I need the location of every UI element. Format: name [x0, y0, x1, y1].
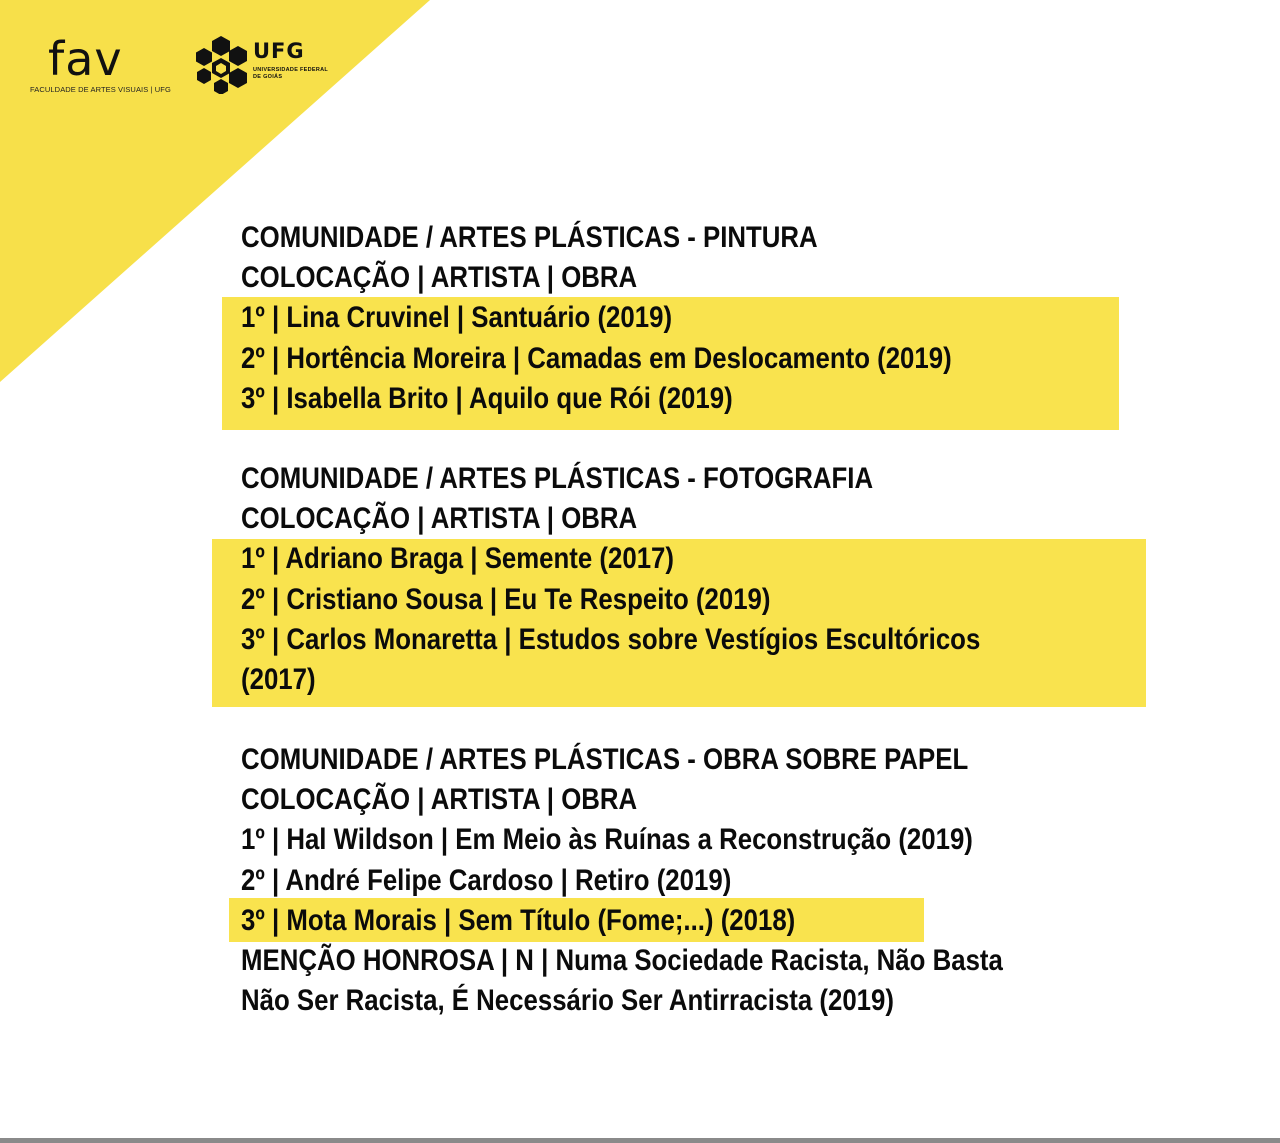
result-entry: 3º | Carlos Monaretta | Estudos sobre Vestígios Escultóricos — [241, 622, 981, 656]
section-heading: COMUNIDADE / ARTES PLÁSTICAS - PINTURA — [241, 221, 818, 254]
section-fotografia — [241, 459, 1101, 700]
honorable-mention-continuation: Não Ser Racista, É Necessário Ser Antirracista (2019) — [241, 984, 894, 1018]
section-heading: COMUNIDADE / ARTES PLÁSTICAS - FOTOGRAFIA — [241, 461, 874, 495]
result-entry: 2º | Hortência Moreira | Camadas em Deslocamento (2019) — [241, 341, 952, 375]
column-header: COLOCAÇÃO | ARTISTA | OBRA — [241, 261, 638, 295]
column-header: COLOCAÇÃO | ARTISTA | OBRA — [241, 502, 638, 536]
ufg-logo: UFG — [253, 39, 305, 63]
result-entry: 1º | Adriano Braga | Semente (2017) — [241, 542, 674, 576]
result-entry-continuation: (2017) — [241, 662, 316, 696]
result-entry: 1º | Lina Cruvinel | Santuário (2019) — [241, 301, 673, 335]
result-entry: 3º | Isabella Brito | Aquilo que Rói (2019) — [241, 381, 733, 415]
column-header: COLOCAÇÃO | ARTISTA | OBRA — [241, 783, 638, 817]
ufg-logo-subtitle: UNIVERSIDADE FEDERAL DE GOIÁS — [253, 67, 328, 80]
result-entry: 1º | Hal Wildson | Em Meio às Ruínas a Reconstrução (2019) — [241, 823, 973, 857]
hexagon-cluster-icon — [190, 34, 252, 94]
result-entry: 3º | Mota Morais | Sem Título (Fome;...) (2018) — [241, 903, 796, 937]
result-entry: 2º | André Felipe Cardoso | Retiro (2019) — [241, 863, 732, 897]
results-list — [241, 218, 1101, 1021]
bottom-divider — [0, 1138, 1280, 1143]
fav-logo-subtitle: FACULDADE DE ARTES VISUAIS | UFG — [30, 85, 171, 94]
honorable-mention: MENÇÃO HONROSA | N | Numa Sociedade Racista, Não Basta — [241, 944, 1003, 977]
fav-logo: fav — [48, 32, 123, 86]
result-entry: 2º | Cristiano Sousa | Eu Te Respeito (2019) — [241, 582, 771, 616]
section-obra-sobre-papel — [241, 740, 1101, 1021]
section-heading: COMUNIDADE / ARTES PLÁSTICAS - OBRA SOBRE PAPEL — [241, 743, 969, 777]
section-pintura — [241, 218, 1101, 419]
